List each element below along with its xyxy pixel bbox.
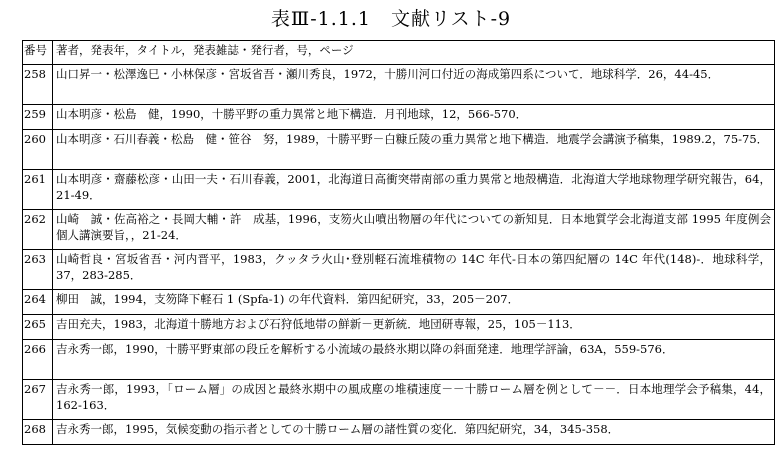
row-reference-text: 吉田充夫，1983，北海道十勝地方および石狩低地帯の鮮新－更新統．地団研専報，25，105－113． — [53, 315, 775, 340]
page-title: 表Ⅲ-1.1.1 文献リスト-9 — [270, 8, 512, 30]
table-row — [23, 315, 775, 340]
row-reference-text: 山本明彦・石川春義・松島 健・笹谷 努，1989，十勝平野－白糠丘陵の重力異常と地下構造．地震学会講演予稿集，1989.2，75-75． — [53, 130, 775, 170]
table-row — [23, 170, 775, 210]
row-reference-text: 山口昇一・松澤逸巳・小林保彦・宮坂省吾・瀬川秀良，1972，十勝川河口付近の海成第四系について．地球科学．26，44-45． — [53, 65, 775, 105]
row-number: 268 — [23, 420, 53, 445]
row-number: 260 — [23, 130, 53, 170]
row-number: 261 — [23, 170, 53, 210]
row-number: 267 — [23, 380, 53, 420]
row-reference-text: 山本明彦・松島 健，1990，十勝平野の重力異常と地下構造．月刊地球，12，566-570． — [53, 105, 775, 130]
row-reference-text: 柳田 誠，1994，支笏降下軽石 1 (Spfa-1) の年代資料．第四紀研究，33，205－207． — [53, 290, 775, 315]
row-number: 262 — [23, 210, 53, 250]
row-number: 265 — [23, 315, 53, 340]
row-number: 266 — [23, 340, 53, 380]
table-row — [23, 420, 775, 445]
row-number: 259 — [23, 105, 53, 130]
reference-table — [22, 40, 782, 445]
row-reference-text: 山本明彦・齋藤松彦・山田一夫・石川春義，2001，北海道日高衝突帯南部の重力異常と地殻構造．北海道大学地球物理学研究報告，64，21-49． — [53, 170, 775, 210]
table-row — [23, 380, 775, 420]
table-row — [23, 105, 775, 130]
row-reference-text: 山崎哲良・宮坂省吾・河内晋平，1983，クッタラ火山･登別軽石流堆積物の 14C 年代-日本の第四紀層の 14C 年代(148)-．地球科学，37，283-285． — [53, 250, 775, 290]
row-reference-text: 吉永秀一郎，1995，気候変動の指示者としての十勝ローム層の諸性質の変化．第四紀研究，34，345-358． — [53, 420, 775, 445]
header-number-cell: 番号 — [23, 41, 53, 65]
table-row — [23, 290, 775, 315]
row-reference-text: 山崎 誠・佐高裕之・長岡大輔・許 成基，1996，支笏火山噴出物層の年代についての新知見．日本地質学会北海道支部 1995 年度例会 個人講演要旨，，21-24． — [53, 210, 775, 250]
header-text-cell: 著者，発表年，タイトル，発表雑誌・発行者，号，ページ — [53, 41, 775, 65]
table-row — [23, 210, 775, 250]
row-reference-text: 吉永秀一郎，1990，十勝平野東部の段丘を解析する小流域の最終氷期以降の斜面発達．地理学評論，63A，559-576． — [53, 340, 775, 380]
row-number: 263 — [23, 250, 53, 290]
row-number: 264 — [23, 290, 53, 315]
table-header-row — [23, 41, 775, 65]
table-row — [23, 65, 775, 105]
table-row — [23, 130, 775, 170]
row-number: 258 — [23, 65, 53, 105]
row-reference-text: 吉永秀一郎，1993，「ローム層」の成因と最終氷期中の風成塵の堆積速度－－十勝ローム層を例として－－．日本地理学会予稿集，44，162-163． — [53, 380, 775, 420]
table-row — [23, 340, 775, 380]
table-row — [23, 250, 775, 290]
